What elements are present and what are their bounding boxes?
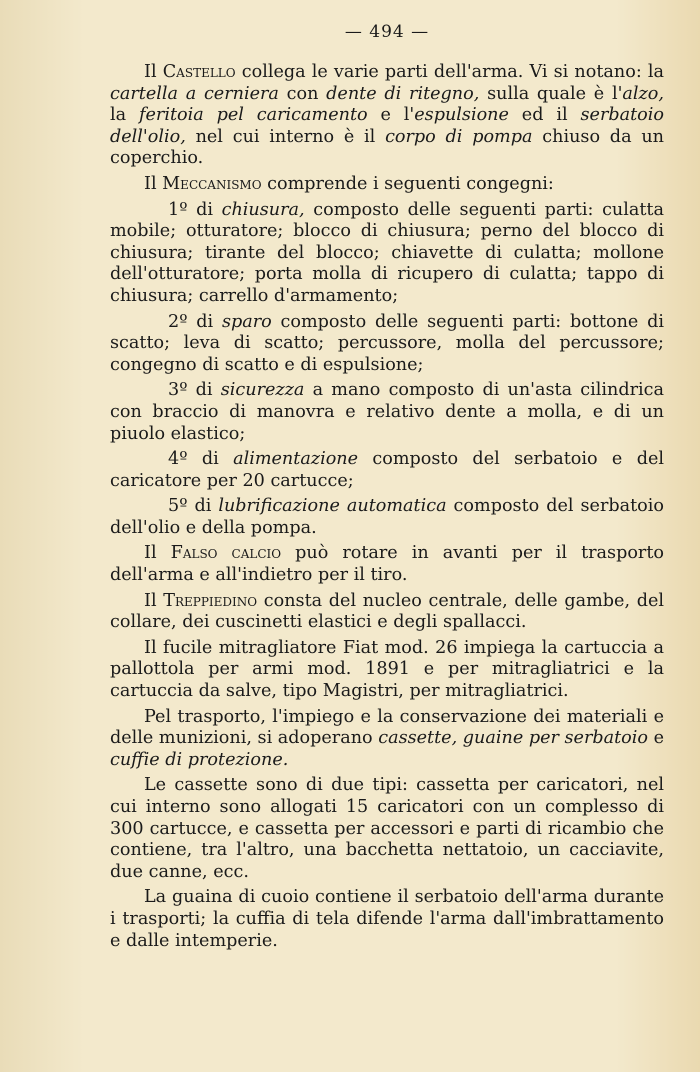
text-run: 1º di <box>168 199 222 220</box>
text-run: 2º di <box>168 311 222 332</box>
paragraph <box>110 200 664 308</box>
text-run: 3º di <box>168 380 221 401</box>
italic-term: cuffie di protezione. <box>110 749 289 770</box>
paragraph <box>110 638 664 703</box>
italic-term: corpo di pompa <box>385 126 533 147</box>
italic-term: sicurezza <box>220 380 305 401</box>
paragraph <box>110 312 664 377</box>
paragraph <box>110 174 664 196</box>
paragraph <box>110 496 664 539</box>
text-run: e <box>648 728 665 749</box>
text-run: a mano composto di un'asta cilindrica con braccio di manovra e relativo dente a molla, e di un piuolo elastico; <box>110 380 664 444</box>
text-run: Le cassette sono di due tipi: cassetta per caricatori, nel cui interno sono allogati 15 caricatori con un complesso di 300 cartucce, e cassetta per accessori e parti di ricambio che contiene, tra l'altro, una bacchetta nettatoio, un cacciavite, due canne, ecc. <box>110 775 664 882</box>
italic-term: espulsione <box>414 105 509 126</box>
text-run: 4º di <box>168 449 234 470</box>
page-body <box>110 62 664 952</box>
text-run: Pel trasporto, l'impiego e la conservazione dei materiali e delle munizioni, si adoperano <box>110 706 664 749</box>
text-run: 5º di <box>168 496 219 517</box>
paragraph <box>110 449 664 492</box>
text-run: comprende i seguenti congegni: <box>261 173 554 194</box>
section-heading-term: Treppiedino <box>163 590 258 611</box>
italic-term: sparo <box>221 311 272 332</box>
text-run: composto delle seguenti parti: bottone di scatto; leva di scatto; percussore, molla del percussore; congegno di scatto e di espulsione; <box>110 311 664 375</box>
text-run: Il <box>144 173 163 194</box>
text-run: collega le varie parti dell'arma. Vi si notano: la <box>235 62 665 82</box>
italic-term: cartella a cerniera <box>110 83 279 104</box>
text-run: la <box>110 105 139 126</box>
italic-term: dente di ritegno, <box>326 83 480 104</box>
paragraph <box>110 707 664 772</box>
text-run: ed il <box>508 105 581 126</box>
text-run: Il fucile mitragliatore Fiat mod. 26 impiega la cartuccia a pallottola per armi mod. 1891 e per mitragliatrici e la cartuccia da salve, tipo Magistri, per mitragliatrici. <box>110 637 664 702</box>
text-run: Il <box>144 62 163 82</box>
section-heading-term: Castello <box>162 62 236 82</box>
paragraph <box>110 887 664 952</box>
italic-term: cassette, guaine per serbatoio <box>378 728 648 749</box>
text-run: sulla quale è l' <box>479 83 623 104</box>
text-run: e l' <box>367 105 415 126</box>
text-run: con <box>278 83 327 104</box>
italic-term: lubrificazione automatica <box>218 496 447 517</box>
text-run: chiuso da un coperchio. <box>110 126 664 169</box>
italic-term: alimentazione <box>233 449 359 470</box>
italic-term: chiusura, <box>221 199 305 220</box>
text-run: Il <box>144 543 171 564</box>
section-heading-term: Falso calcio <box>170 543 282 564</box>
italic-term: serbatoio dell'olio, <box>110 105 664 147</box>
text-run: La guaina di cuoio contiene il serbatoio dell'arma durante i trasporti; la cuffia di tela difende l'arma dall'imbrattamento e dalle intemperie. <box>110 887 664 951</box>
text-run: consta del nucleo centrale, delle gambe, del collare, dei cuscinetti elastici e degli spallacci. <box>110 590 664 633</box>
section-heading-term: Meccanismo <box>162 173 262 194</box>
paragraph <box>110 775 664 883</box>
italic-term: alzo, <box>622 83 664 104</box>
paragraph <box>110 543 664 586</box>
text-run: nel cui interno è il <box>185 126 386 147</box>
text-run: composto del serbatoio dell'olio e della pompa. <box>110 496 664 538</box>
page-number: — 494 — <box>344 22 430 42</box>
paragraph <box>110 591 664 634</box>
text-run: composto del serbatoio e del caricatore per 20 cartucce; <box>110 449 665 491</box>
text-run: può rotare in avanti per il trasporto dell'arma e all'indietro per il tiro. <box>110 543 664 586</box>
paragraph <box>110 62 664 170</box>
italic-term: feritoia pel caricamento <box>139 105 368 126</box>
paragraph <box>110 380 664 445</box>
text-run: composto delle seguenti parti: culatta mobile; otturatore; blocco di chiusura; perno del blocco di chiusura; tirante del blocco; chiavette di culatta; mollone dell'otturatore; porta molla di ricupero di culatta; tappo di chiusura; carrello d'armamento; <box>110 199 664 306</box>
text-run: Il <box>144 590 164 611</box>
